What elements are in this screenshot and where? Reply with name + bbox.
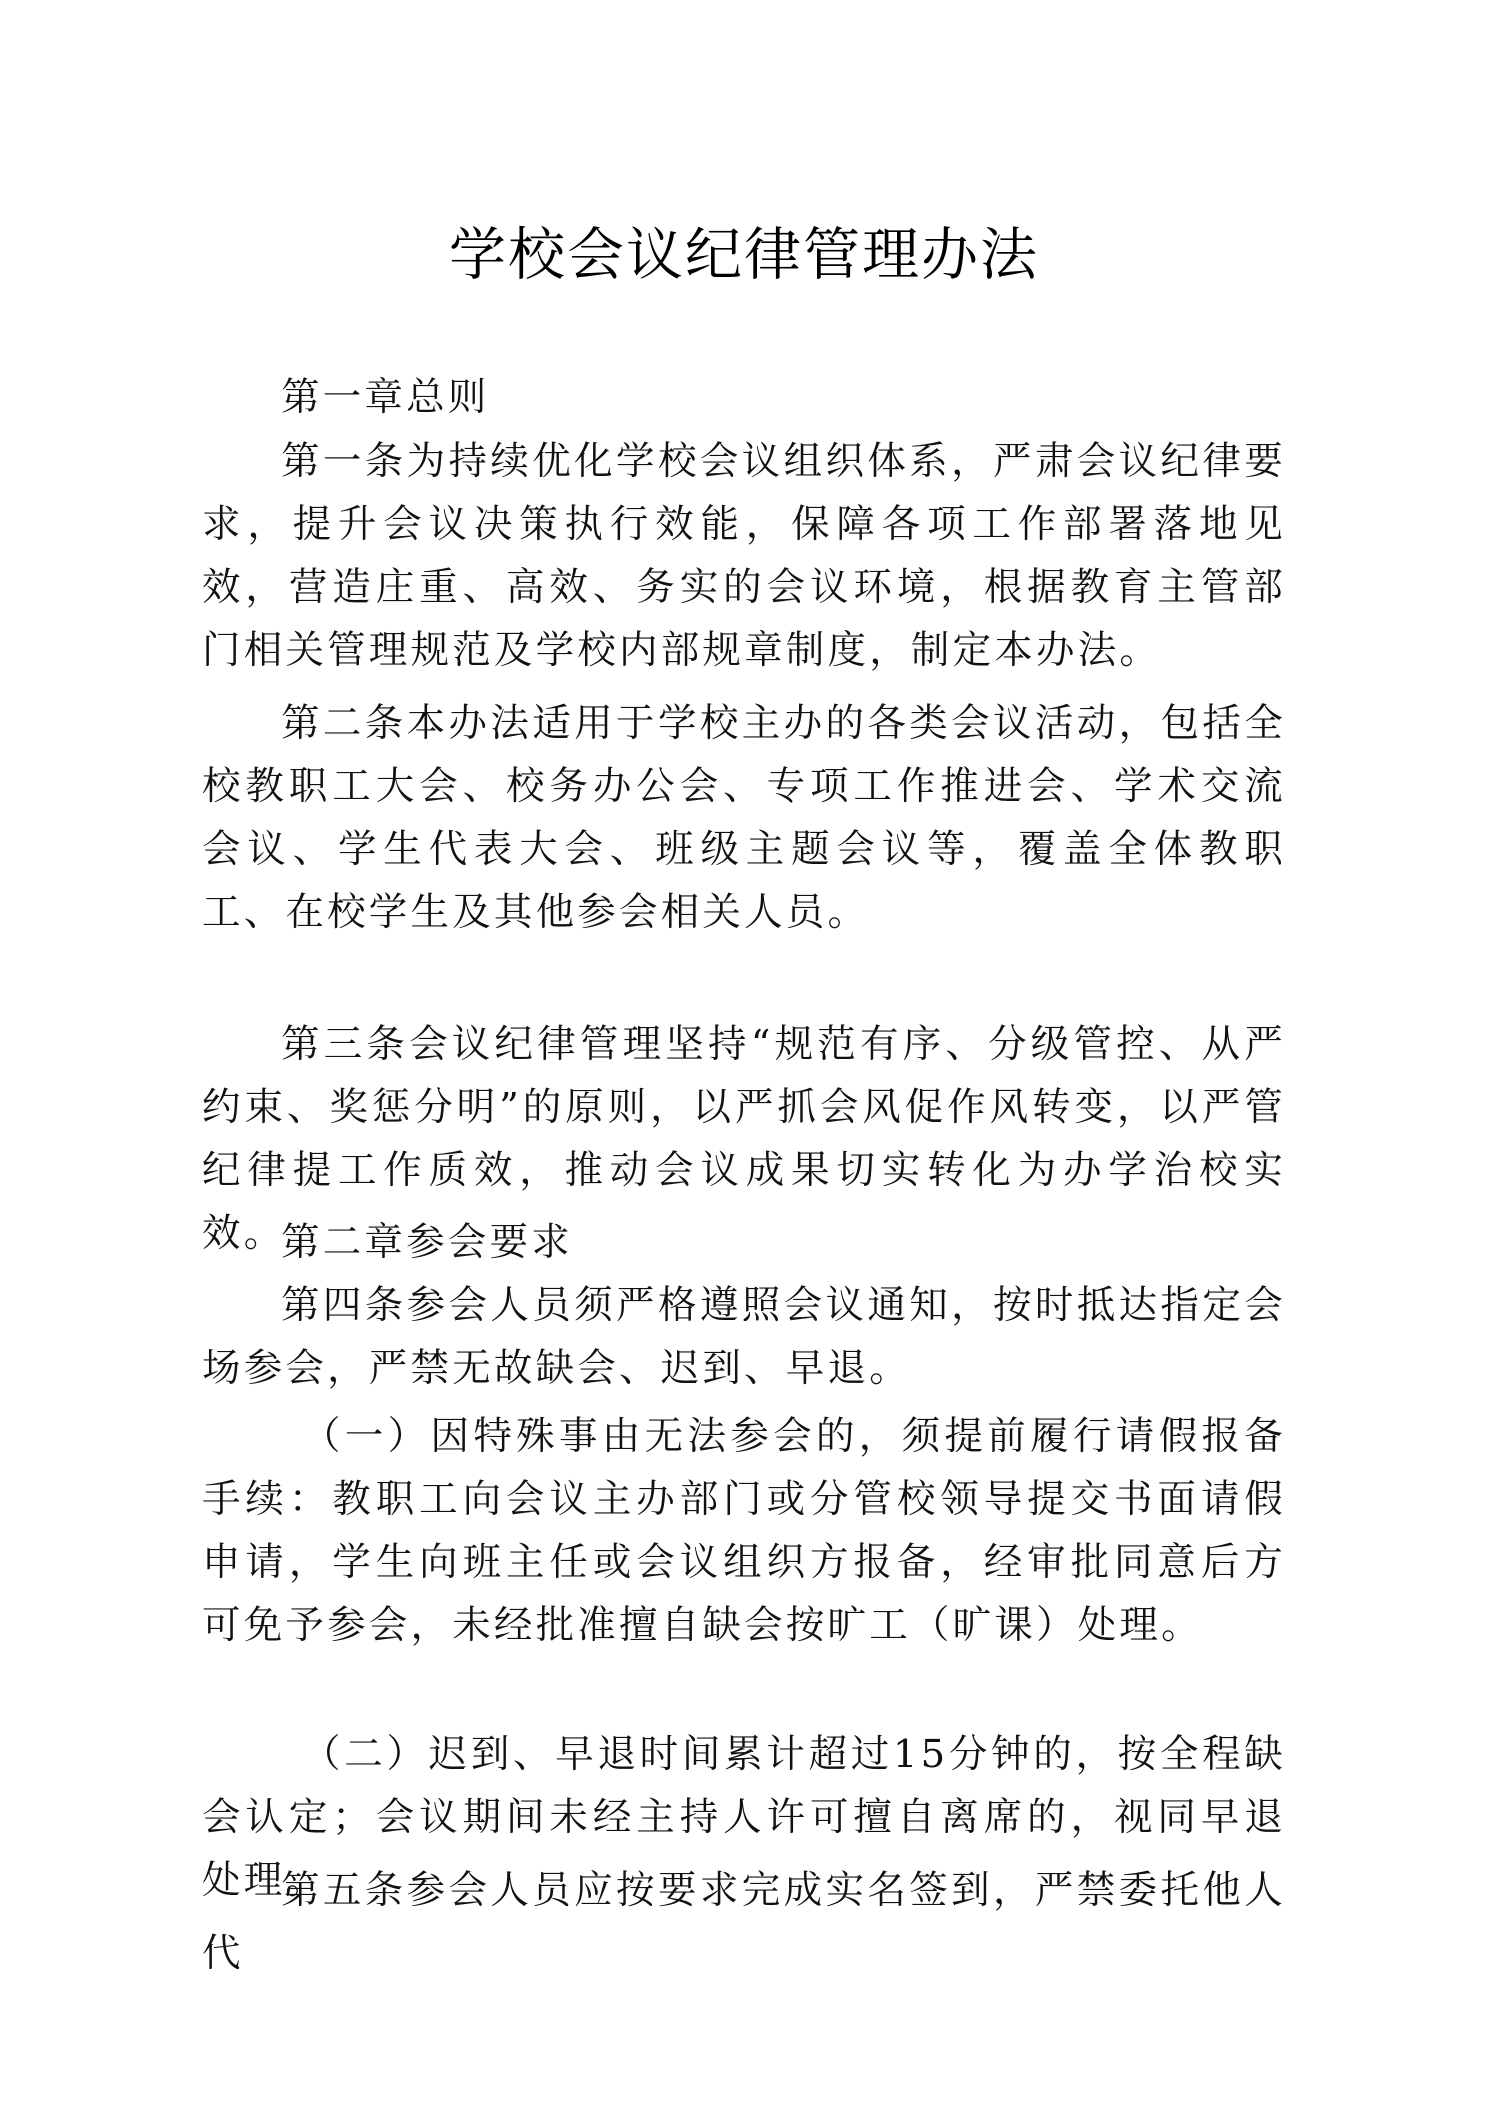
article-3: 第三条会议纪律管理坚持“规范有序、分级管控、从严约束、奖惩分明”的原则，以严抓会风促作风转变，以严管纪律提工作质效，推动会议成果切实转化为办学治校实效。 [202,1022,1286,1256]
article-1: 第一条为持续优化学校会议组织体系，严肃会议纪律要求，提升会议决策执行效能，保障各项工作部署落地见效，营造庄重、高效、务实的会议环境，根据教育主管部门相关管理规范及学校内部规章制度，制定本办法。 [202,439,1286,673]
article-5: 第五条参会人员应按要求完成实名签到，严禁委托他人代 [202,1868,1286,1976]
article-2: 第二条本办法适用于学校主办的各类会议活动，包括全校教职工大会、校务办公会、专项工作推进会、学术交流会议、学生代表大会、班级主题会议等，覆盖全体教职工、在校学生及其他参会相关人员。 [202,701,1286,935]
chapter-heading-1: 第一章总则 [281,375,490,420]
article-4-item-1: （一）因特殊事由无法参会的，须提前履行请假报备手续：教职工向会议主办部门或分管校领导提交书面请假申请，学生向班主任或会议组织方报备，经审批同意后方可免予参会，未经批准擅自缺会按旷工（旷课）处理。 [202,1414,1286,1648]
article-4-item-2: （二）迟到、早退时间累计超过15分钟的，按全程缺会认定；会议期间未经主持人许可擅自离席的，视同早退处理。 [202,1732,1286,1903]
chapter-heading-2: 第二章参会要求 [281,1220,573,1265]
document-title: 学校会议纪律管理办法 [449,222,1039,288]
article-4: 第四条参会人员须严格遵照会议通知，按时抵达指定会场参会，严禁无故缺会、迟到、早退。 [202,1283,1286,1391]
